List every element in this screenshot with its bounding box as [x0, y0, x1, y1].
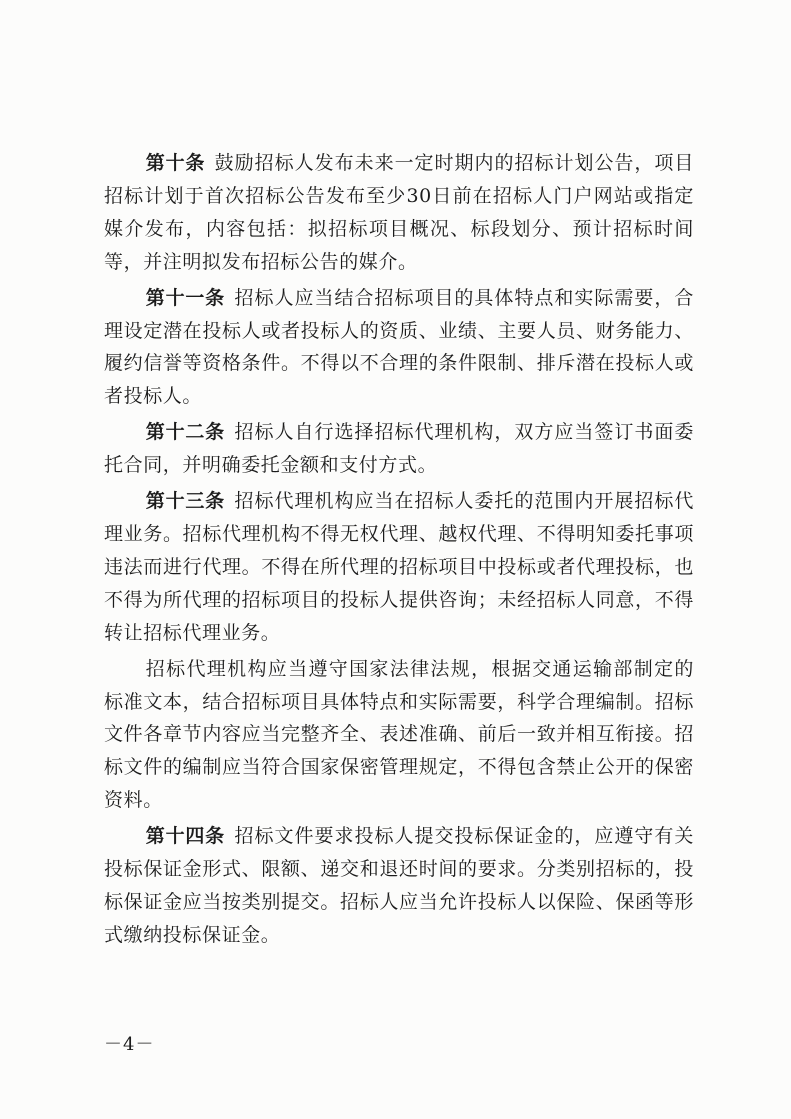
paragraph-text: 招标代理机构应当在招标人委托的范围内开展招标代理业务。招标代理机构不得无权代理、越权代理、不得明知委托事项违法而进行代理。不得在所代理的招标项目中投标或者代理投标，也不得为所代理的招标项目的投标人提供咨询；未经招标人同意，不得转让招标代理业务。 — [104, 490, 694, 644]
page-number: －4－ — [104, 1034, 155, 1055]
paragraph-article-10 — [104, 147, 694, 279]
paragraph-text: 招标人自行选择招标代理机构，双方应当签订书面委托合同，并明确委托金额和支付方式。 — [104, 421, 694, 477]
paragraph-article-14 — [104, 820, 694, 952]
paragraph-article-12 — [104, 416, 694, 482]
article-heading: 第十二条 — [145, 421, 225, 444]
paragraph-article-13-continued — [104, 653, 694, 818]
paragraph-text: 鼓励招标人发布未来一定时期内的招标计划公告，项目招标计划于首次招标公告发布至少30日前在招标人门户网站或指定媒介发布，内容包括：拟招标项目概况、标段划分、预计招标时间等，并注明拟发布招标公告的媒介。 — [104, 152, 695, 273]
paragraph-article-13 — [104, 485, 694, 650]
article-heading: 第十四条 — [145, 825, 225, 848]
paragraph-text: 招标人应当结合招标项目的具体特点和实际需要，合理设定潜在投标人或者投标人的资质、业绩、主要人员、财务能力、履约信誉等资格条件。不得以不合理的条件限制、排斥潜在投标人或者投标人。 — [104, 286, 694, 408]
paragraph-text: 招标代理机构应当遵守国家法律法规，根据交通运输部制定的标准文本，结合招标项目具体特点和实际需要，科学合理编制。招标文件各章节内容应当完整齐全、表述准确、前后一致并相互衔接。招标文件的编制应当符合国家保密管理规定，不得包含禁止公开的保密资料。 — [104, 657, 694, 812]
article-heading: 第十条 — [145, 152, 206, 174]
paragraph-text: 招标文件要求投标人提交投标保证金的，应遵守有关投标保证金形式、限额、递交和退还时间的要求。分类别招标的，投标保证金应当按类别提交。招标人应当允许投标人以保险、保函等形式缴纳投标保证金。 — [104, 825, 694, 946]
paragraph-article-11 — [104, 282, 694, 414]
article-heading: 第十三条 — [145, 490, 225, 513]
document-body — [104, 147, 694, 952]
article-heading: 第十一条 — [145, 286, 225, 309]
